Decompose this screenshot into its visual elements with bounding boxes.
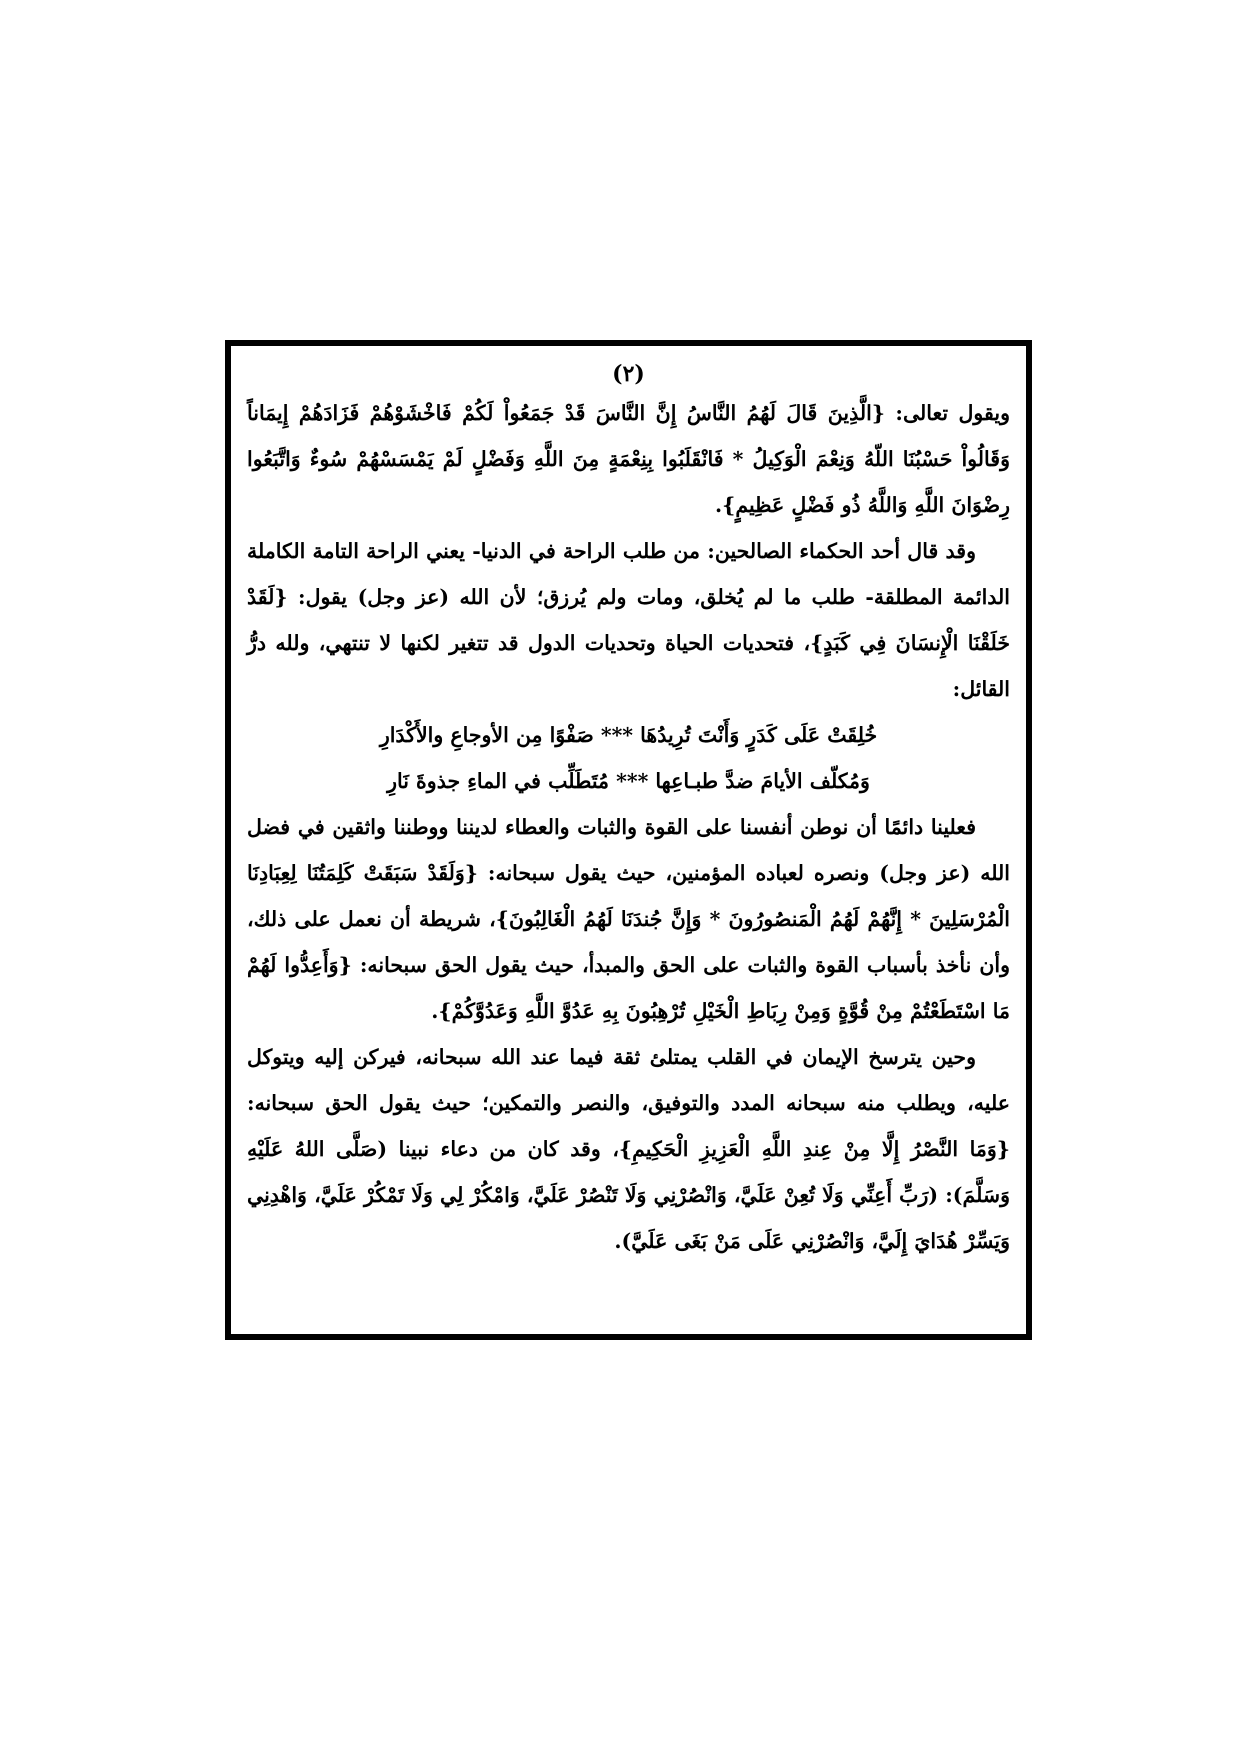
page-frame	[225, 340, 1032, 1340]
paragraph-strength: فعلينا دائمًا أن نوطن أنفسنا على القوة والثبات والعطاء لديننا ووطننا واثقين في فضل الله (عز وجل) ونصره لعباده المؤمنين، حيث يقول سبحانه: {وَلَقَدْ سَبَقَتْ كَلِمَتُنَا لِعِبَادِنَا الْمُرْسَلِينَ * إِنَّهُمْ لَهُمُ الْمَنصُورُونَ * وَإِنَّ جُندَنَا لَهُمُ الْغَالِبُونَ}، شريطة أن نعمل على ذلك، وأن نأخذ بأسباب القوة والثبات على الحق والمبدأ، حيث يقول الحق سبحانه: {وَأَعِدُّوا لَهُمْ مَا اسْتَطَعْتُمْ مِنْ قُوَّةٍ وَمِنْ رِبَاطِ الْخَيْلِ تُرْهِبُونَ بِهِ عَدُوَّ اللَّهِ وَعَدُوَّكُمْ}.	[247, 815, 1010, 1023]
paragraph-faith: وحين يترسخ الإيمان في القلب يمتلئ ثقة فيما عند الله سبحانه، فيركن إليه ويتوكل عليه، ويطلب منه سبحانه المدد والتوفيق، والنصر والتمكين؛ حيث يقول الحق سبحانه: {وَمَا النَّصْرُ إِلَّا مِنْ عِندِ اللَّهِ الْعَزِيزِ الْحَكِيمِ}، وقد كان من دعاء نبينا (صَلَّى اللهُ عَلَيْهِ وَسَلَّمَ): (رَبِّ أَعِنِّي وَلَا تُعِنْ عَلَيَّ، وَانْصُرْنِي وَلَا تَنْصُرْ عَلَيَّ، وَامْكُرْ لِي وَلَا تَمْكُرْ عَلَيَّ، وَاهْدِنِي وَيَسِّرْ هُدَايَ إِلَيَّ، وَانْصُرْنِي عَلَى مَنْ بَغَى عَلَيَّ).	[247, 1045, 1010, 1253]
poem-line-1: خُلِقَتْ عَلَى كَدَرٍ وَأَنْتَ تُرِيدُهَا *** صَفْوًا مِن الأوجاعِ والأَكْدَارِ	[379, 723, 878, 747]
paragraph-wise-saying: وقد قال أحد الحكماء الصالحين: من طلب الراحة في الدنيا- يعني الراحة التامة الكاملة الدائمة المطلقة- طلب ما لم يُخلق، ومات ولم يُرزق؛ لأن الله (عز وجل) يقول: {لَقَدْ خَلَقْنَا الْإِنسَانَ فِي كَبَدٍ}، فتحديات الحياة وتحديات الدول قد تتغير لكنها لا تنتهي، ولله درُّ القائل:	[247, 539, 1010, 701]
page-number: (٢)	[612, 361, 645, 387]
poem-line-2: وَمُكلّف الأيامَ ضدَّ طبـاعِها *** مُتَطَلِّب في الماءِ جذوةَ نَارِ	[387, 769, 870, 793]
paragraph-quran-verse: ويقول تعالى: {الَّذِينَ قَالَ لَهُمُ النَّاسُ إِنَّ النَّاسَ قَدْ جَمَعُواْ لَكُمْ فَاخْشَوْهُمْ فَزَادَهُمْ إِيمَاناً وَقَالُواْ حَسْبُنَا اللّهُ وَنِعْمَ الْوَكِيلُ * فَانْقَلَبُوا بِنِعْمَةٍ مِنَ اللَّهِ وَفَضْلٍ لَمْ يَمْسَسْهُمْ سُوءٌ وَاتَّبَعُوا رِضْوَانَ اللَّهِ وَاللَّهُ ذُو فَضْلٍ عَظِيمٍ}.	[247, 401, 1010, 517]
poem	[247, 712, 1010, 804]
